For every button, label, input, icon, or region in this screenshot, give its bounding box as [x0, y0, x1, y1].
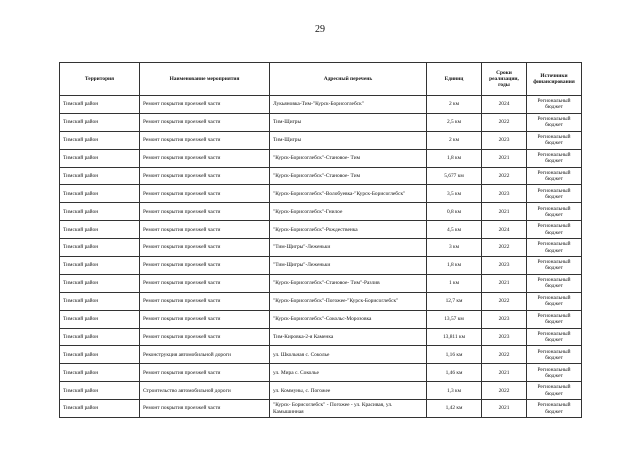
measure-name-cell: Ремонт покрытия проезжей части [140, 221, 270, 239]
territory-cell: Тимский район [60, 274, 140, 292]
table-row [60, 167, 582, 185]
funding-source-cell: Региональный бюджет [527, 274, 582, 292]
territory-cell: Тимский район [60, 221, 140, 239]
measure-name-cell: Ремонт покрытия проезжей части [140, 274, 270, 292]
year-cell: 2022 [482, 346, 527, 364]
territory-cell: Тимский район [60, 239, 140, 257]
year-cell: 2024 [482, 221, 527, 239]
table-body [60, 96, 582, 418]
year-cell: 2024 [482, 96, 527, 114]
units-cell: 3 км [427, 239, 482, 257]
table-row [60, 328, 582, 346]
units-cell: 1,8 км [427, 149, 482, 167]
units-cell: 13,57 км [427, 310, 482, 328]
address-cell: "Курск-Борисоглебск"-Становое- Тим [270, 167, 427, 185]
address-cell: "Курск- Борисоглебск" - Погожее - ул. Красивая, ул. Камышинная [270, 400, 427, 418]
table-row [60, 310, 582, 328]
address-cell: ул. Мира с. Соколье [270, 364, 427, 382]
funding-source-cell: Региональный бюджет [527, 310, 582, 328]
address-cell: ул. Школьная с. Соколье [270, 346, 427, 364]
page-number: 29 [315, 24, 325, 35]
year-cell: 2023 [482, 328, 527, 346]
address-cell: ул. Коммуны, с. Погожее [270, 382, 427, 400]
table-row [60, 364, 582, 382]
territory-cell: Тимский район [60, 400, 140, 418]
table-row [60, 382, 582, 400]
table-row [60, 221, 582, 239]
territory-cell: Тимский район [60, 149, 140, 167]
year-cell: 2022 [482, 239, 527, 257]
year-cell: 2021 [482, 149, 527, 167]
address-cell: Лукьяновка-Тим-"Курск-Борисоглебск" [270, 96, 427, 114]
measure-name-cell: Ремонт покрытия проезжей части [140, 310, 270, 328]
funding-source-cell: Региональный бюджет [527, 292, 582, 310]
address-cell: "Курск-Борисоглебск"-Гнилое [270, 203, 427, 221]
funding-source-cell: Региональный бюджет [527, 149, 582, 167]
territory-cell: Тимский район [60, 364, 140, 382]
program-table [59, 62, 582, 418]
address-cell: "Тим-Щигры"-Леженьки [270, 239, 427, 257]
table-row [60, 292, 582, 310]
year-cell: 2023 [482, 185, 527, 203]
year-cell: 2022 [482, 113, 527, 131]
funding-source-cell: Региональный бюджет [527, 364, 582, 382]
measure-name-cell: Ремонт покрытия проезжей части [140, 257, 270, 275]
funding-source-cell: Региональный бюджет [527, 221, 582, 239]
measure-name-cell: Ремонт покрытия проезжей части [140, 364, 270, 382]
funding-source-cell: Региональный бюджет [527, 113, 582, 131]
year-cell: 2021 [482, 203, 527, 221]
units-cell: 2 км [427, 96, 482, 114]
measure-name-cell: Реконструкция автомобильной дороги [140, 346, 270, 364]
units-cell: 1,8 км [427, 257, 482, 275]
year-cell: 2021 [482, 364, 527, 382]
territory-cell: Тимский район [60, 131, 140, 149]
funding-source-cell: Региональный бюджет [527, 203, 582, 221]
address-cell: Тим-Кировка-2-я Каменка [270, 328, 427, 346]
territory-cell: Тимский район [60, 113, 140, 131]
funding-source-cell: Региональный бюджет [527, 131, 582, 149]
funding-source-cell: Региональный бюджет [527, 328, 582, 346]
year-cell: 2021 [482, 274, 527, 292]
units-cell: 12,7 км [427, 292, 482, 310]
year-cell: 2022 [482, 292, 527, 310]
units-cell: 1 км [427, 274, 482, 292]
units-cell: 0,8 км [427, 203, 482, 221]
units-cell: 13,811 км [427, 328, 482, 346]
table-row [60, 149, 582, 167]
measure-name-cell: Ремонт покрытия проезжей части [140, 131, 270, 149]
territory-cell: Тимский район [60, 382, 140, 400]
territory-cell: Тимский район [60, 346, 140, 364]
measure-name-cell: Ремонт покрытия проезжей части [140, 113, 270, 131]
table-row [60, 96, 582, 114]
measure-name-cell: Ремонт покрытия проезжей части [140, 328, 270, 346]
address-cell: "Курск-Борисоглебск"-Становое- Тим"-Разлив [270, 274, 427, 292]
funding-source-cell: Региональный бюджет [527, 96, 582, 114]
units-cell: 1,3 км [427, 382, 482, 400]
units-cell: 2,5 км [427, 113, 482, 131]
funding-source-cell: Региональный бюджет [527, 382, 582, 400]
table-row [60, 203, 582, 221]
measure-name-cell: Ремонт покрытия проезжей части [140, 167, 270, 185]
territory-cell: Тимский район [60, 292, 140, 310]
measure-name-cell: Ремонт покрытия проезжей части [140, 149, 270, 167]
units-cell: 1,46 км [427, 364, 482, 382]
table-header-row [60, 63, 582, 96]
year-cell: 2022 [482, 382, 527, 400]
header-measure-name: Наименование мероприятия [140, 63, 270, 96]
table-row [60, 131, 582, 149]
table-row [60, 185, 582, 203]
address-cell: "Курск-Борисоглебск"-Волобуевка-"Курск-Борисоглебск" [270, 185, 427, 203]
territory-cell: Тимский район [60, 328, 140, 346]
measure-name-cell: Строительство автомобильной дороги [140, 382, 270, 400]
units-cell: 5,677 км [427, 167, 482, 185]
table-row [60, 400, 582, 418]
units-cell: 3,5 км [427, 185, 482, 203]
territory-cell: Тимский район [60, 310, 140, 328]
table-row [60, 239, 582, 257]
units-cell: 1,42 км [427, 400, 482, 418]
table-row [60, 257, 582, 275]
funding-source-cell: Региональный бюджет [527, 167, 582, 185]
territory-cell: Тимский район [60, 185, 140, 203]
table-row [60, 113, 582, 131]
header-address-list: Адресный перечень [270, 63, 427, 96]
year-cell: 2023 [482, 310, 527, 328]
address-cell: "Курск-Борисоглебск"-Рождественка [270, 221, 427, 239]
funding-source-cell: Региональный бюджет [527, 239, 582, 257]
territory-cell: Тимский район [60, 257, 140, 275]
units-cell: 1,16 км [427, 346, 482, 364]
territory-cell: Тимский район [60, 167, 140, 185]
year-cell: 2023 [482, 131, 527, 149]
funding-source-cell: Региональный бюджет [527, 346, 582, 364]
header-units: Единиц [427, 63, 482, 96]
table-row [60, 274, 582, 292]
address-cell: Тим-Щигры [270, 113, 427, 131]
header-funding-source: Источники финансирования [527, 63, 582, 96]
measure-name-cell: Ремонт покрытия проезжей части [140, 203, 270, 221]
measure-name-cell: Ремонт покрытия проезжей части [140, 292, 270, 310]
funding-source-cell: Региональный бюджет [527, 400, 582, 418]
funding-source-cell: Региональный бюджет [527, 185, 582, 203]
measure-name-cell: Ремонт покрытия проезжей части [140, 96, 270, 114]
table-row [60, 346, 582, 364]
units-cell: 4,5 км [427, 221, 482, 239]
address-cell: Тим-Щигры [270, 131, 427, 149]
year-cell: 2021 [482, 400, 527, 418]
header-territory: Территория [60, 63, 140, 96]
territory-cell: Тимский район [60, 203, 140, 221]
territory-cell: Тимский район [60, 96, 140, 114]
year-cell: 2023 [482, 257, 527, 275]
units-cell: 2 км [427, 131, 482, 149]
funding-source-cell: Региональный бюджет [527, 257, 582, 275]
measure-name-cell: Ремонт покрытия проезжей части [140, 239, 270, 257]
address-cell: "Курск-Борисоглебск"-Погожее-"Курск-Борисоглебск" [270, 292, 427, 310]
address-cell: "Тим-Щигры"-Леженьки [270, 257, 427, 275]
measure-name-cell: Ремонт покрытия проезжей части [140, 400, 270, 418]
header-implementation-years: Сроки реализации, годы [482, 63, 527, 96]
year-cell: 2022 [482, 167, 527, 185]
measure-name-cell: Ремонт покрытия проезжей части [140, 185, 270, 203]
address-cell: "Курск-Борисоглебск"-Сокольс-Морозовка [270, 310, 427, 328]
address-cell: "Курск-Борисоглебск"-Становое- Тим [270, 149, 427, 167]
